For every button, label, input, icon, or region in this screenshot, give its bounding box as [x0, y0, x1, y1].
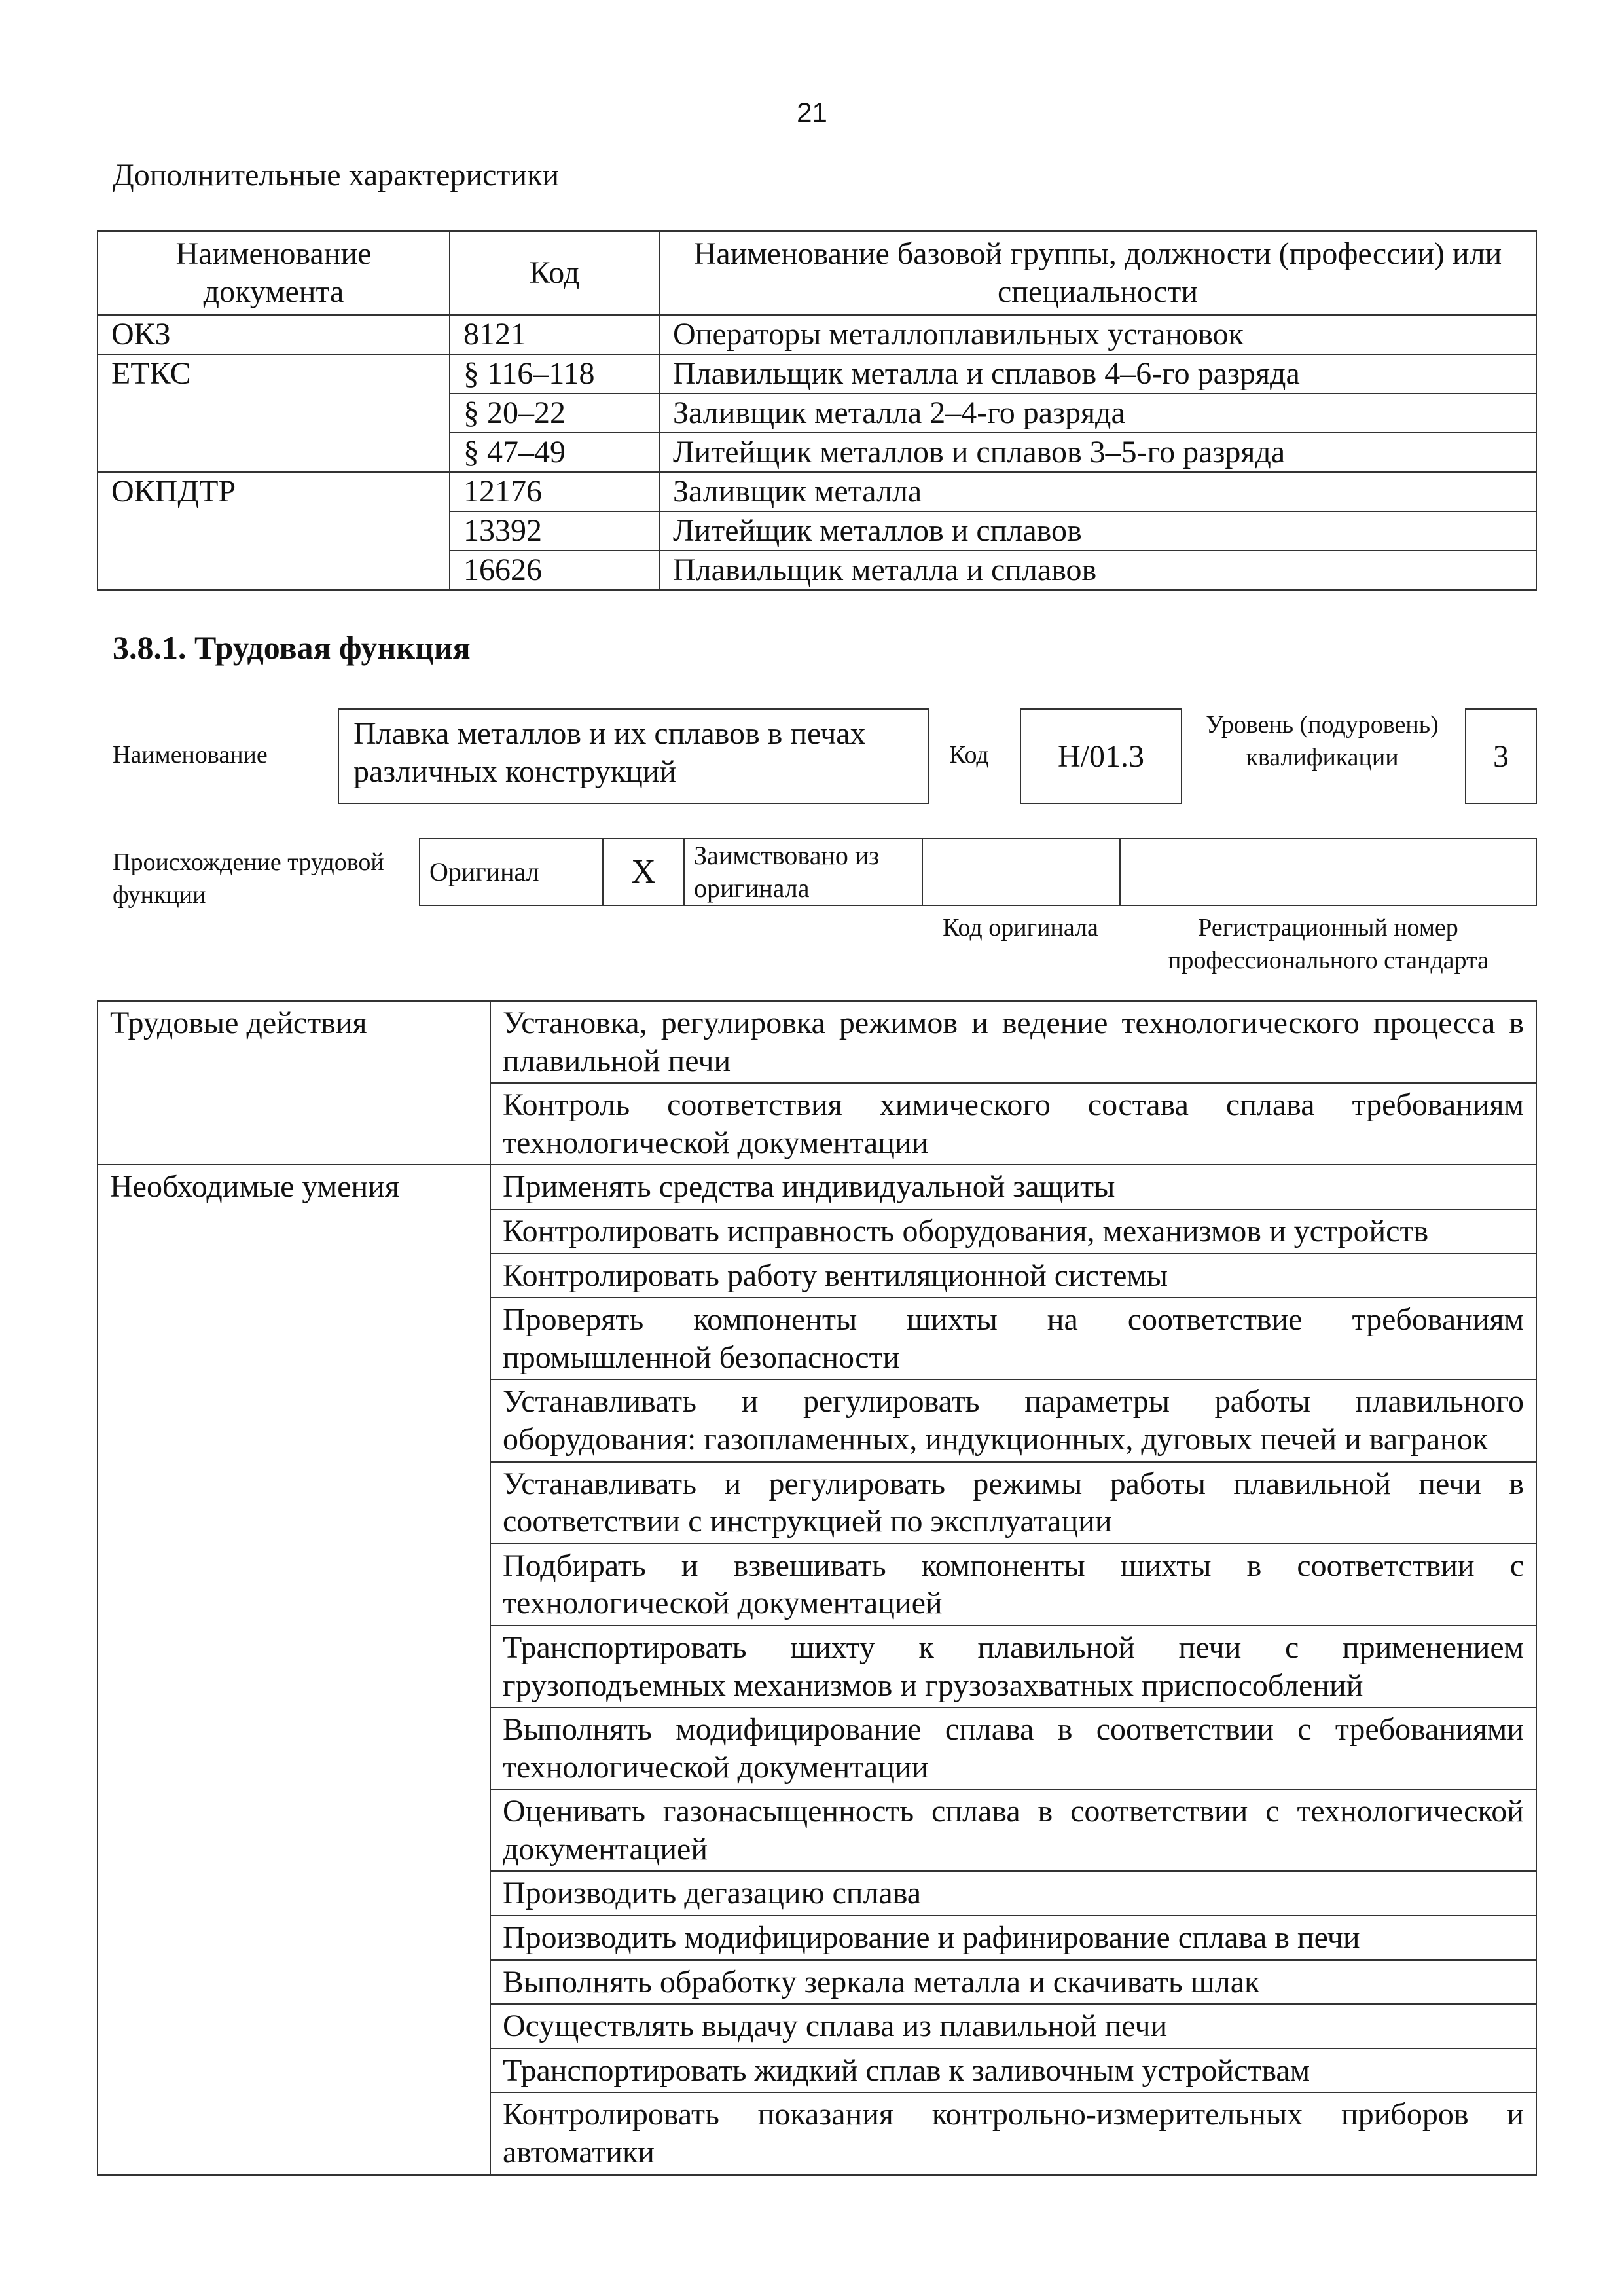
row-name: Плавильщик металла и сплавов — [659, 551, 1536, 590]
origin-table — [419, 838, 1537, 906]
skills-label: Необходимые умения — [98, 1165, 490, 2174]
row-name: Литейщик металлов и сплавов — [659, 511, 1536, 551]
row-name: Литейщик металлов и сплавов 3–5-го разряда — [659, 433, 1536, 472]
characteristics-header-row — [98, 231, 1536, 315]
origin-label: Происхождение трудовой функции — [113, 848, 384, 909]
skill-item: Производить модифицирование и рафинирование сплава в печи — [490, 1916, 1536, 1960]
skill-item: Контролировать исправность оборудования, механизмов и устройств — [490, 1209, 1536, 1254]
origin-code-cell — [922, 839, 1120, 905]
row-name: Плавильщик металла и сплавов 4–6-го разряда — [659, 354, 1536, 393]
skill-item: Контролировать работу вентиляционной системы — [490, 1254, 1536, 1298]
header-document: Наименование документа — [98, 231, 450, 315]
function-name-label: Наименование — [113, 741, 268, 769]
origin-original-mark: X — [603, 839, 684, 905]
row-document: ОКЗ — [98, 315, 450, 354]
header-group-name: Наименование базовой группы, должности (профессии) или специальности — [659, 231, 1536, 315]
actions-label: Трудовые действия — [98, 1001, 490, 1165]
skill-item: Контролировать показания контрольно-измерительных приборов и автоматики — [490, 2092, 1536, 2174]
skill-item: Осуществлять выдачу сплава из плавильной печи — [490, 2004, 1536, 2049]
row-document: ЕТКС — [98, 354, 450, 472]
skill-item: Применять средства индивидуальной защиты — [490, 1165, 1536, 1209]
table-row — [98, 1165, 1536, 1209]
table-row — [98, 315, 1536, 354]
skill-item: Транспортировать шихту к плавильной печи с применением грузоподъемных механизмов и грузозахватных приспособлений — [490, 1626, 1536, 1707]
function-title: 3.8.1. Трудовая функция — [113, 629, 471, 666]
header-code: Код — [450, 231, 659, 315]
row-code: § 116–118 — [450, 354, 659, 393]
function-code-box: H/01.3 — [1020, 708, 1182, 804]
row-code: 16626 — [450, 551, 659, 590]
action-item: Контроль соответствия химического состава сплава требованиям технологической документации — [490, 1083, 1536, 1165]
row-name: Операторы металлоплавильных установок — [659, 315, 1536, 354]
registration-number-caption: Регистрационный номер профессионального стандарта — [1168, 914, 1489, 975]
origin-row — [420, 839, 1536, 905]
skill-item: Устанавливать и регулировать режимы работы плавильной печи в соответствии с инструкцией по эксплуатации — [490, 1462, 1536, 1544]
row-code: 13392 — [450, 511, 659, 551]
skill-item: Производить дегазацию сплава — [490, 1871, 1536, 1916]
row-document: ОКПДТР — [98, 472, 450, 590]
skill-item: Выполнять модифицирование сплава в соответствии с требованиями технологической документации — [490, 1707, 1536, 1789]
skill-item: Проверять компоненты шихты на соответствие требованиям промышленной безопасности — [490, 1298, 1536, 1379]
function-code-label: Код — [949, 741, 989, 769]
characteristics-table — [97, 230, 1537, 591]
row-name: Заливщик металла 2–4-го разряда — [659, 393, 1536, 433]
actions-skills-table — [97, 1000, 1537, 2176]
function-name-box: Плавка металлов и их сплавов в печах различных конструкций — [338, 708, 929, 804]
origin-original-label: Оригинал — [420, 839, 603, 905]
row-name: Заливщик металла — [659, 472, 1536, 511]
table-row — [98, 1001, 1536, 1083]
skill-item: Подбирать и взвешивать компоненты шихты в соответствии с технологической документацией — [490, 1544, 1536, 1626]
skill-item: Транспортировать жидкий сплав к заливочным устройствам — [490, 2049, 1536, 2093]
skill-item: Устанавливать и регулировать параметры работы плавильного оборудования: газопламенных, индукционных, дуговых печей и вагранок — [490, 1379, 1536, 1461]
page-number: 21 — [797, 97, 827, 128]
skill-item: Оценивать газонасыщенность сплава в соответствии с технологической документацией — [490, 1789, 1536, 1871]
row-code: 12176 — [450, 472, 659, 511]
row-code: 8121 — [450, 315, 659, 354]
origin-reg-number-cell — [1120, 839, 1536, 905]
table-row — [98, 354, 1536, 393]
section-heading: Дополнительные характеристики — [113, 158, 560, 192]
row-code: § 47–49 — [450, 433, 659, 472]
origin-code-caption: Код оригинала — [943, 914, 1098, 941]
table-row — [98, 472, 1536, 511]
qualification-level-label: Уровень (подуровень) квалификации — [1206, 711, 1439, 772]
origin-borrowed-label: Заимствовано из оригинала — [684, 839, 922, 905]
skill-item: Выполнять обработку зеркала металла и скачивать шлак — [490, 1960, 1536, 2005]
row-code: § 20–22 — [450, 393, 659, 433]
qualification-level-box: 3 — [1465, 708, 1537, 804]
action-item: Установка, регулировка режимов и ведение технологического процесса в плавильной печи — [490, 1001, 1536, 1083]
